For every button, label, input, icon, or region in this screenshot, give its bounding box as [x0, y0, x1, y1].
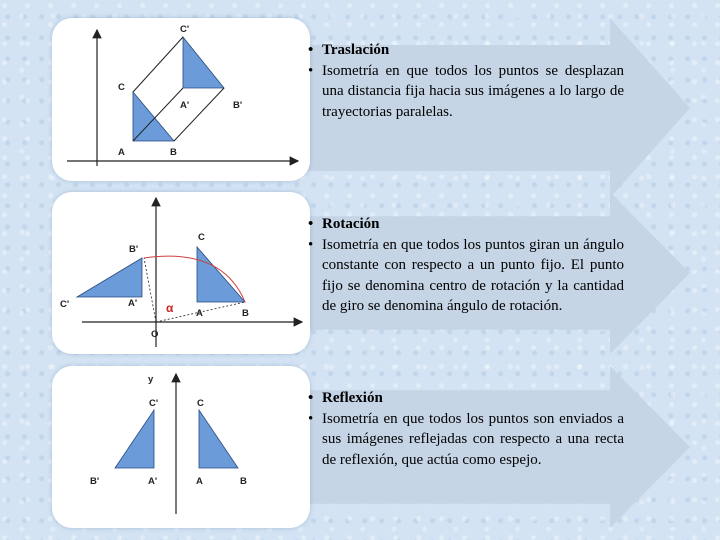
label-a-prime: A': [180, 100, 190, 111]
path-b: [174, 88, 224, 141]
panel-title: • Reflexión: [308, 388, 624, 409]
label-b: B: [170, 147, 177, 158]
panel-text: [308, 40, 624, 122]
label-b-prime: B': [233, 100, 243, 111]
figure-card-reflexion: [52, 366, 310, 528]
panel-description: • Isometría en que todos los puntos se desplazan una distancia fija hacia sus imágenes a lo largo de trayectorias paralelas.: [308, 61, 624, 123]
label-c-prime: C': [149, 398, 159, 409]
label-c-prime: C': [60, 299, 70, 310]
label-b-prime: B': [90, 476, 100, 487]
label-c: C: [198, 232, 205, 243]
triangle-image: [77, 258, 142, 297]
label-c-prime: C': [180, 24, 190, 35]
label-a-prime: A': [148, 476, 158, 487]
label-o: O: [151, 329, 159, 340]
triangle-original: [199, 410, 238, 468]
label-alpha: α: [166, 301, 174, 315]
panel-title: • Traslación: [308, 40, 624, 61]
label-c: C: [118, 82, 125, 93]
label-a-prime: A': [128, 298, 138, 309]
label-a: A: [196, 476, 203, 487]
rotation-diagram: [52, 192, 310, 354]
label-a: A: [118, 147, 125, 158]
figure-card-traslacion: [52, 18, 310, 181]
label-c: C: [197, 398, 204, 409]
path-c: [133, 37, 183, 92]
panel-description: • Isometría en que todos los puntos giran un ángulo constante con respecto a un punto fijo. El punto fijo se denomina centro de rotación y la cantidad de giro se denomina ángulo de rotación.: [308, 235, 624, 317]
label-b: B: [240, 476, 247, 487]
panel-title: • Rotación: [308, 214, 624, 235]
translation-diagram: [52, 18, 310, 181]
label-b: B: [242, 308, 249, 319]
panel-description: • Isometría en que todos los puntos son enviados a sus imágenes reflejadas con respecto a una recta de reflexión, que actúa como espejo.: [308, 409, 624, 471]
reflection-diagram: [52, 366, 310, 528]
triangle-image: [115, 410, 154, 468]
label-y: y: [148, 374, 154, 385]
panel-text: [308, 388, 624, 470]
label-a: A: [196, 308, 203, 319]
triangle-original: [197, 247, 245, 302]
figure-card-rotacion: [52, 192, 310, 354]
label-b-prime: B': [129, 244, 139, 255]
triangle-image: [183, 37, 224, 88]
panel-text: [308, 214, 624, 317]
radius-b-prime: [144, 258, 156, 322]
triangle-original: [133, 92, 174, 141]
